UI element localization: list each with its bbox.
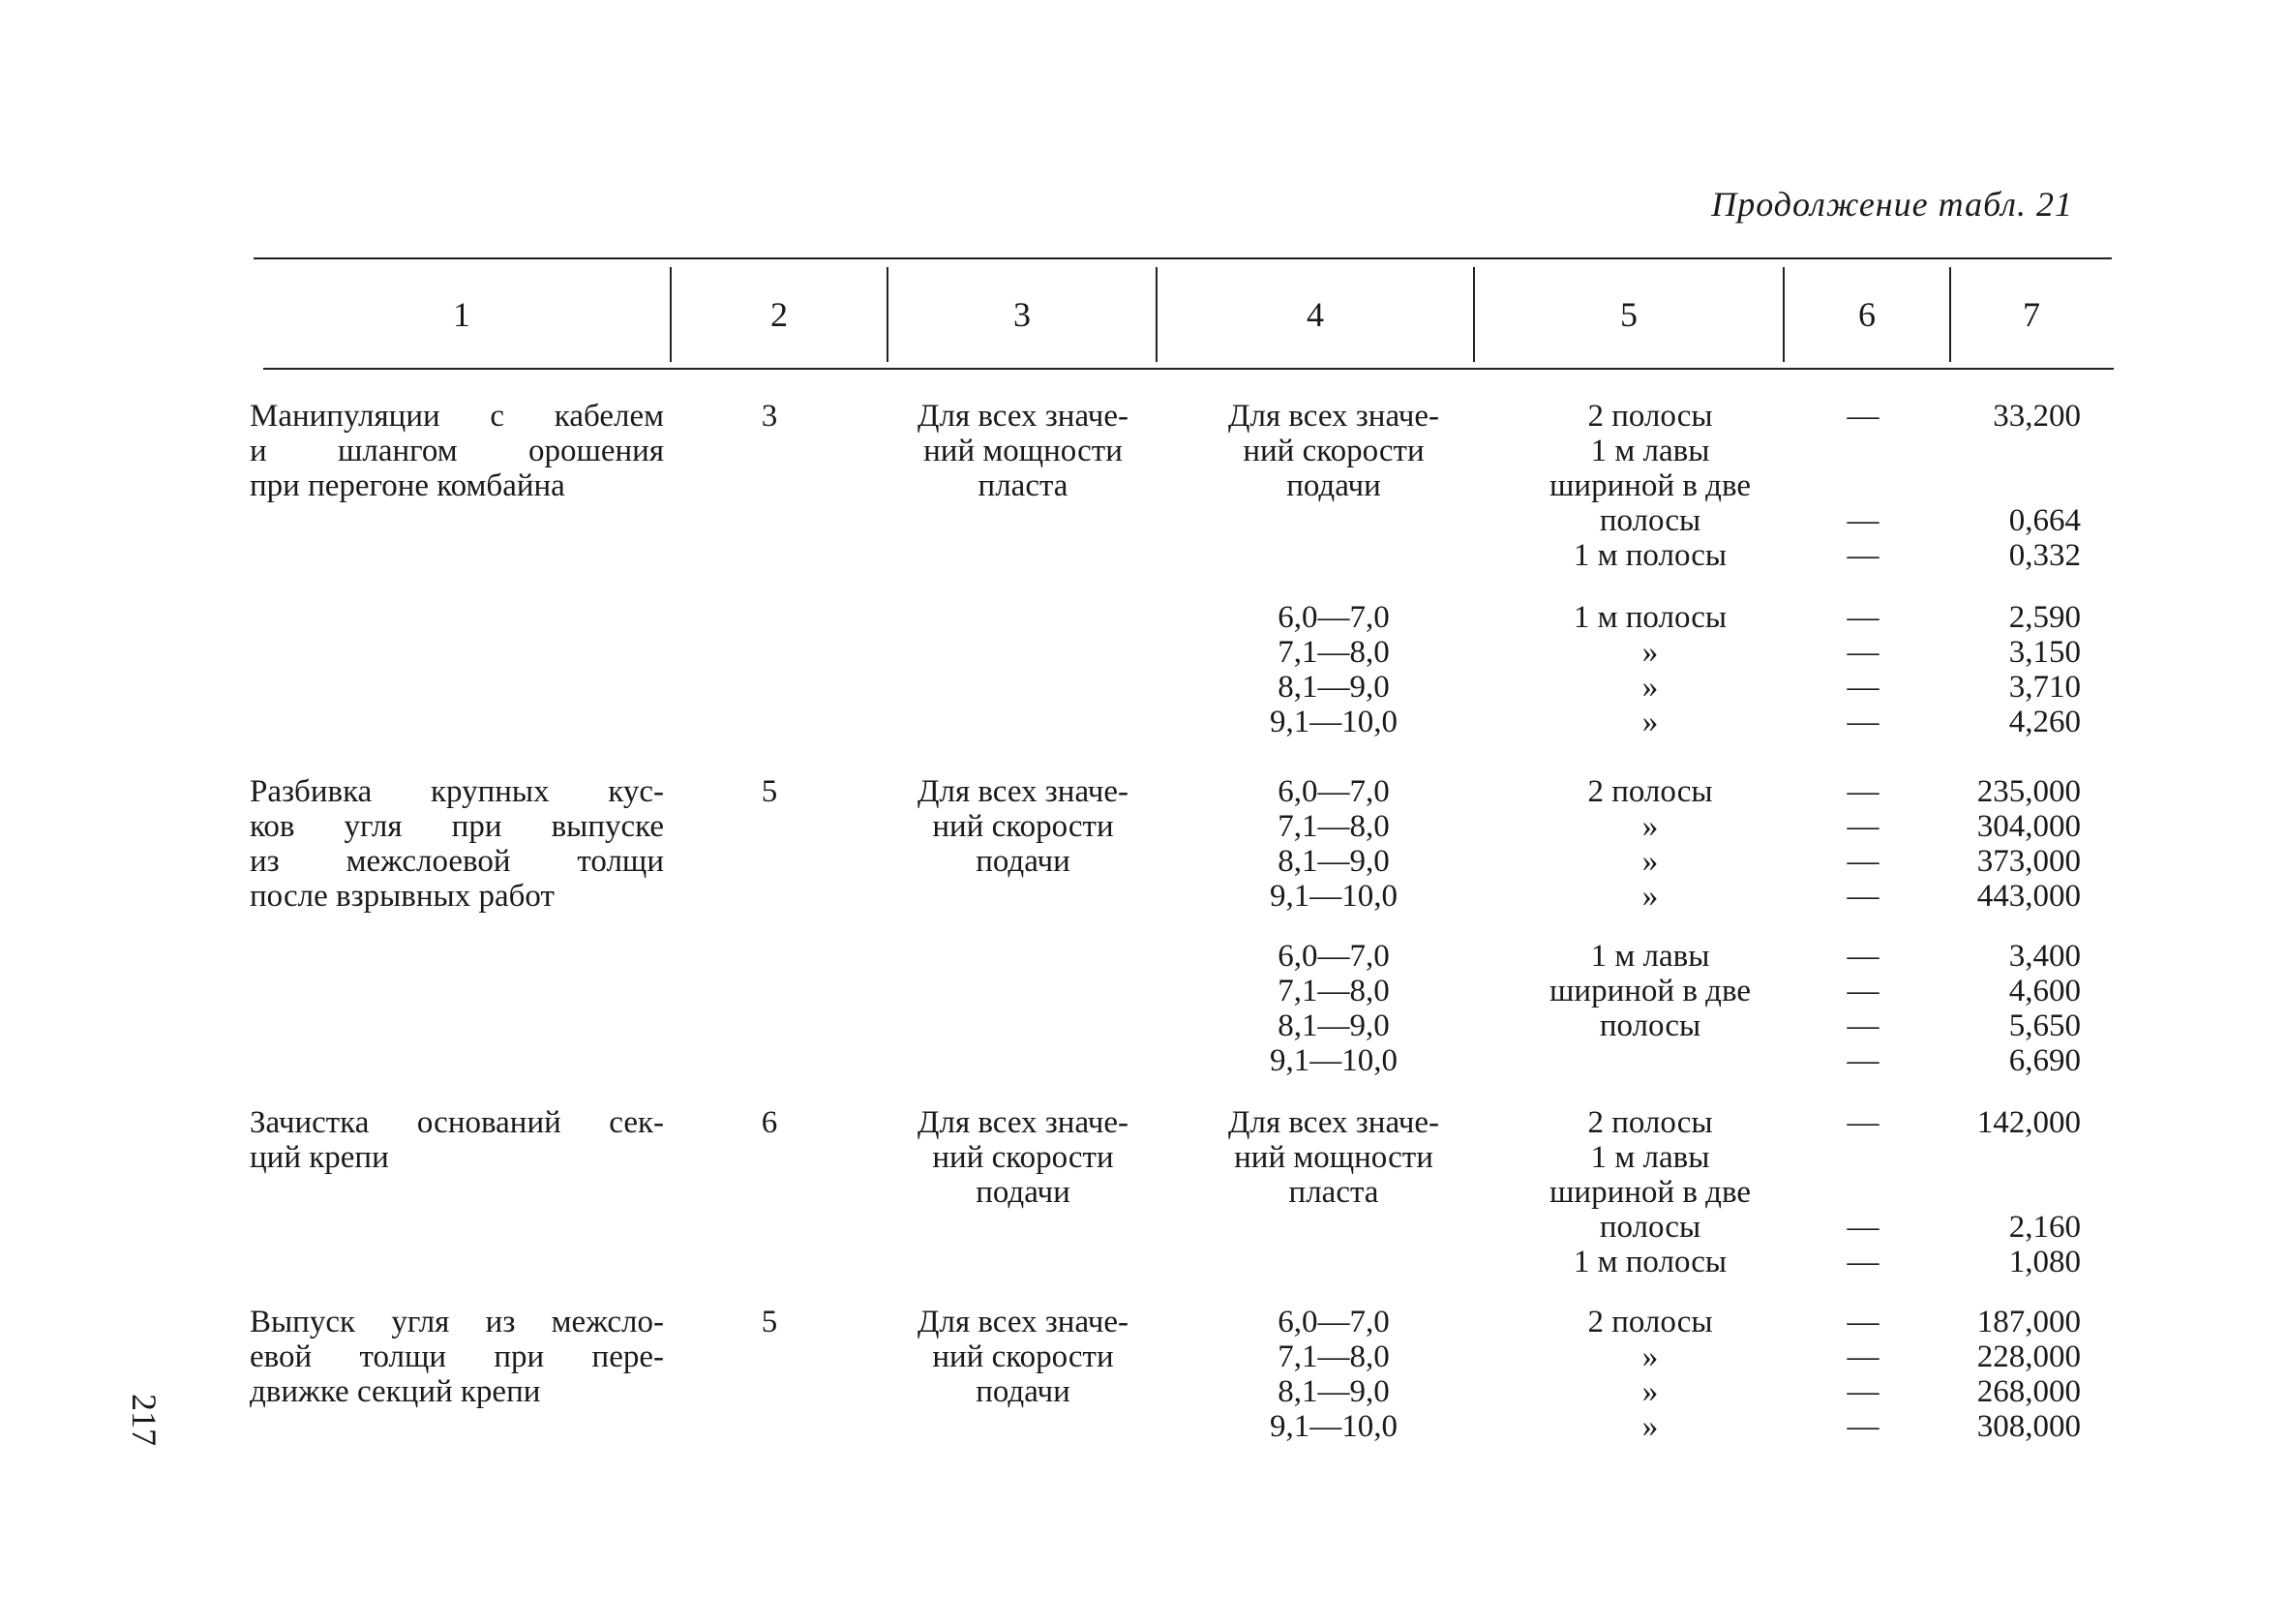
row-1-col7: 33,200 0,664 0,332 [1993, 399, 2081, 573]
header-col-5: 5 [1473, 267, 1783, 362]
row-3-col6: — — — — [1847, 774, 1880, 914]
row-4-col7: 3,400 4,600 5,650 6,690 [2008, 939, 2081, 1078]
row-5-col4: Для всех значе- ний мощности пласта [1227, 1105, 1440, 1210]
header-col-2: 2 [670, 267, 887, 362]
row-4-col6: — — — — [1847, 939, 1880, 1078]
row-2-col7: 2,590 3,150 3,710 4,260 [2008, 600, 2081, 739]
row-1-col3: Для всех значе- ний мощности пласта [917, 399, 1129, 503]
row-3-number: 5 [761, 774, 778, 809]
header-col-3: 3 [887, 267, 1156, 362]
row-5-col6: — — — [1847, 1105, 1880, 1279]
row-4-col4: 6,0—7,0 7,1—8,0 8,1—9,0 9,1—10,0 [1270, 939, 1398, 1078]
row-2-col6: — — — — [1847, 600, 1880, 739]
row-2-col5: 1 м полосы » » » [1573, 600, 1728, 739]
row-5-col5: 2 полосы 1 м лавы шириной в две полосы 1 м полосы [1549, 1105, 1751, 1279]
row-3-name: Разбивка крупных кус- ков угля при выпуске из межслоевой толщи после взрывных работ [250, 774, 664, 914]
row-5-col3: Для всех значе- ний скорости подачи [917, 1105, 1129, 1210]
row-1-number: 3 [761, 399, 778, 434]
row-3-col5: 2 полосы » » » [1587, 774, 1713, 914]
row-5-number: 6 [761, 1105, 778, 1140]
table-header-rule [263, 368, 2114, 370]
row-6-col6: — — — — [1847, 1305, 1880, 1444]
row-5-name: Зачистка оснований сек- ций крепи [250, 1105, 664, 1175]
row-1-col4: Для всех значе- ний скорости подачи [1227, 399, 1440, 503]
row-4-col5: 1 м лавы шириной в две полосы [1549, 939, 1751, 1043]
row-1-name: Манипуляции с кабелем и шлангом орошения при перегоне комбайна [250, 399, 664, 503]
header-col-4: 4 [1156, 267, 1473, 362]
row-6-col3: Для всех значе- ний скорости подачи [917, 1305, 1129, 1409]
row-5-col7: 142,000 2,160 1,080 [1976, 1105, 2081, 1279]
row-2-col4: 6,0—7,0 7,1—8,0 8,1—9,0 9,1—10,0 [1270, 600, 1398, 739]
row-6-col7: 187,000 228,000 268,000 308,000 [1976, 1305, 2081, 1444]
row-6-col4: 6,0—7,0 7,1—8,0 8,1—9,0 9,1—10,0 [1270, 1305, 1398, 1444]
row-3-col3: Для всех значе- ний скорости подачи [917, 774, 1129, 879]
header-col-6: 6 [1783, 267, 1949, 362]
header-col-7: 7 [1949, 267, 2112, 362]
row-6-col5: 2 полосы » » » [1587, 1305, 1713, 1444]
table-header [254, 267, 2112, 362]
row-6-name: Выпуск угля из межсло- евой толщи при пере- движке секций крепи [250, 1305, 664, 1409]
table-caption: Продолжение табл. 21 [1711, 185, 2073, 224]
row-3-col7: 235,000 304,000 373,000 443,000 [1976, 774, 2081, 914]
page-number: 217 [125, 1394, 164, 1446]
row-1-col6: — — — [1847, 399, 1880, 573]
header-col-1: 1 [453, 295, 470, 334]
row-3-col4: 6,0—7,0 7,1—8,0 8,1—9,0 9,1—10,0 [1270, 774, 1398, 914]
table-top-rule [254, 257, 2112, 259]
row-6-number: 5 [761, 1305, 778, 1339]
row-1-col5: 2 полосы 1 м лавы шириной в две полосы 1 м полосы [1549, 399, 1751, 573]
